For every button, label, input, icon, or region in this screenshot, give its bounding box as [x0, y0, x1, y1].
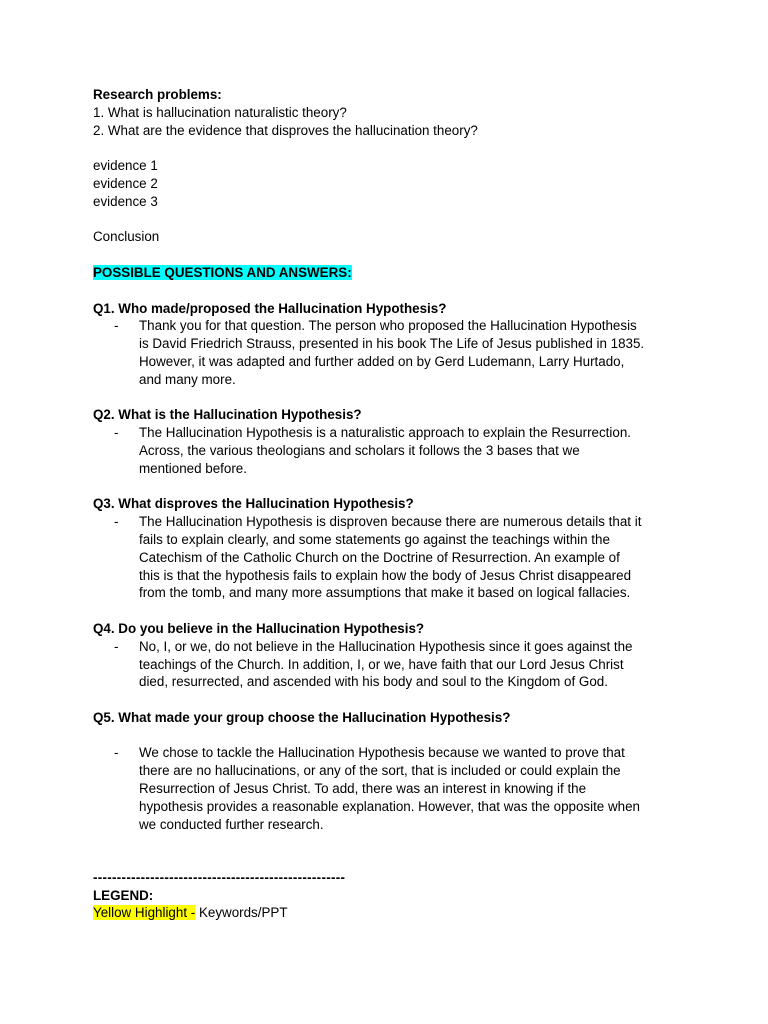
answer-line: Catechism of the Catholic Church on the Doctrine of Resurrection. An example of: [139, 549, 620, 565]
legend-heading: LEGEND:: [93, 887, 154, 903]
answer-line: No, I, or we, do not believe in the Hallucination Hypothesis since it goes against the: [139, 638, 633, 654]
answer-line: this is that the hypothesis fails to explain how the body of Jesus Christ disappeared: [139, 567, 632, 583]
question-5: Q5. What made your group choose the Hallucination Hypothesis?: [93, 709, 511, 725]
answer-line: fails to explain clearly, and some statements go against the teachings within the: [139, 531, 610, 547]
answer-4: [93, 638, 693, 691]
answer-1: [93, 317, 693, 388]
answer-line: died, resurrected, and ascended with his body and soul to the Kingdom of God.: [139, 674, 608, 690]
answer-line: teachings of the Church. In addition, I, or we, have faith that our Lord Jesus Christ: [139, 656, 624, 672]
question-4: Q4. Do you believe in the Hallucination Hypothesis?: [93, 620, 425, 636]
answer-line: Resurrection of Jesus Christ. To add, there was an interest in knowing if the: [139, 781, 587, 797]
research-heading: Research problems:: [93, 87, 222, 102]
legend-separator: -----------------------------------------------------: [93, 869, 346, 885]
answer-line: and many more.: [139, 371, 236, 387]
answer-line: Thank you for that question. The person who proposed the Hallucination Hypothesis: [139, 318, 637, 334]
answer-line: Across, the various theologians and scholars it follows the 3 bases that we: [139, 442, 580, 458]
answer-line: The Hallucination Hypothesis is a naturalistic approach to explain the Resurrection.: [139, 425, 631, 441]
answer-2: [93, 424, 693, 477]
evidence-1: evidence 1: [93, 158, 158, 174]
question-3: Q3. What disproves the Hallucination Hypothesis?: [93, 496, 414, 512]
bullet-dash: -: [114, 745, 119, 761]
evidence-2: evidence 2: [93, 175, 158, 191]
conclusion-label: Conclusion: [93, 229, 160, 245]
answer-line: mentioned before.: [139, 460, 247, 476]
evidence-3: evidence 3: [93, 193, 158, 209]
research-problem-2: 2. What are the evidence that disproves the hallucination theory?: [93, 122, 478, 138]
qa-heading-row: [93, 264, 693, 282]
answer-line: The Hallucination Hypothesis is disproven because there are numerous details that it: [139, 514, 642, 530]
qa-heading: POSSIBLE QUESTIONS AND ANSWERS:: [93, 264, 352, 280]
answer-line: However, it was adapted and further added on by Gerd Ludemann, Larry Hurtado,: [139, 353, 625, 369]
bullet-dash: -: [114, 638, 119, 654]
answer-line: there are no hallucinations, or any of the sort, that is included or could explain the: [139, 763, 621, 779]
answer-line: is David Friedrich Strauss, presented in his book The Life of Jesus published in 1835.: [139, 336, 645, 352]
legend-entry: [93, 904, 693, 922]
research-problem-1: 1. What is hallucination naturalistic theory?: [93, 104, 347, 120]
question-1: Q1. Who made/proposed the Hallucination Hypothesis?: [93, 300, 447, 316]
answer-line: we conducted further research.: [139, 816, 324, 832]
answer-5: [93, 744, 693, 833]
legend-description: Keywords/PPT: [195, 905, 288, 921]
answer-line: from the tomb, and many more assumptions that make it based on logical fallacies.: [139, 585, 631, 601]
question-2: Q2. What is the Hallucination Hypothesis?: [93, 407, 362, 423]
answer-3: [93, 513, 693, 602]
bullet-dash: -: [114, 425, 119, 441]
bullet-dash: -: [114, 318, 119, 334]
answer-line: hypothesis provides a reasonable explanation. However, that was the opposite when: [139, 798, 640, 814]
bullet-dash: -: [114, 514, 119, 530]
answer-line: We chose to tackle the Hallucination Hypothesis because we wanted to prove that: [139, 745, 625, 761]
legend-highlight-label: Yellow Highlight -: [93, 905, 196, 921]
document-page: [93, 86, 693, 922]
